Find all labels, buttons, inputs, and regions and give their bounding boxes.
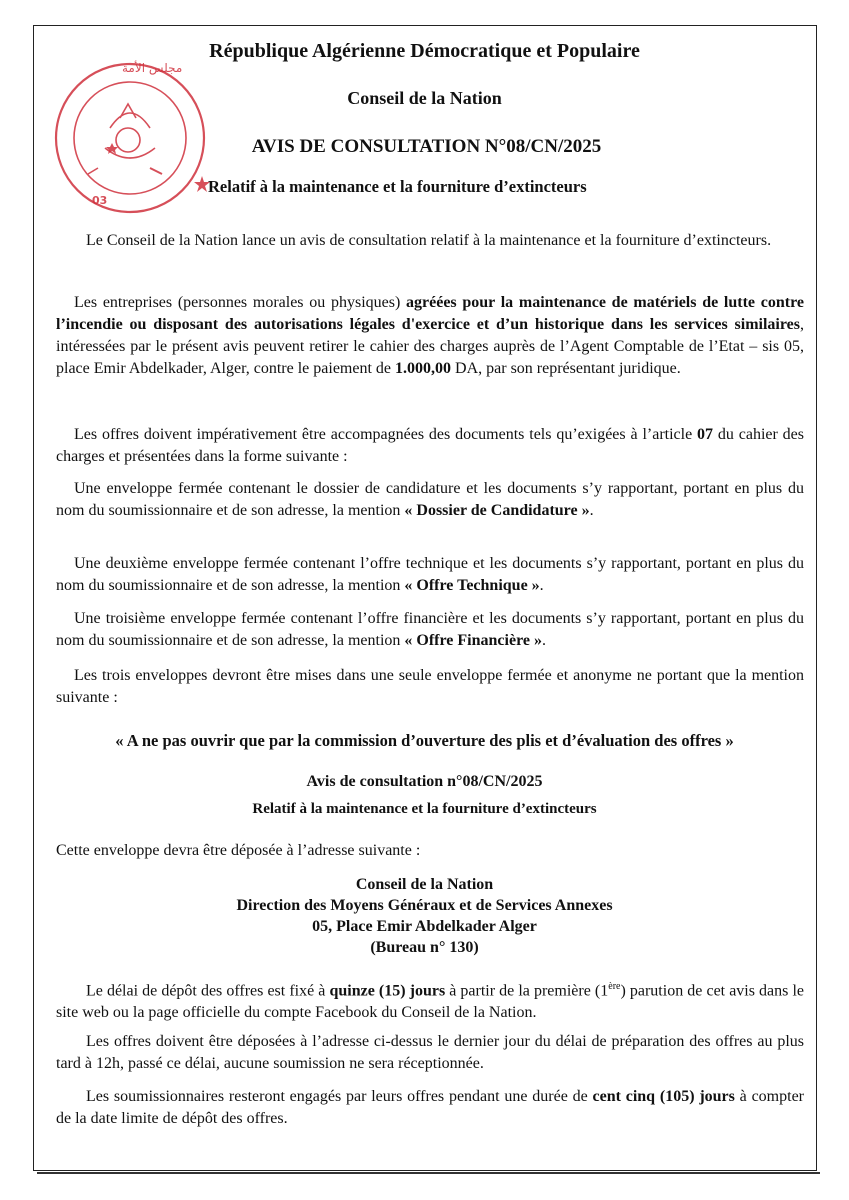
envelope-mention-subject: Relatif à la maintenance et la fourniture d’extincteurs bbox=[252, 801, 597, 817]
address-intro: Cette enveloppe devra être déposée à l’adresse suivante : bbox=[56, 842, 421, 859]
council-heading: Conseil de la Nation bbox=[347, 88, 502, 108]
notice-subtitle: Relatif à la maintenance et la fourniture d’extincteurs bbox=[208, 177, 587, 196]
address-line-4: (Bureau n° 130) bbox=[370, 939, 479, 956]
submission-paragraph: Les offres doivent être déposées à l’adresse ci-dessus le dernier jour du délai de préparation des offres au plus tard à 12h, passé ce délai, aucune soumission ne sera réceptionnée. bbox=[56, 1033, 804, 1072]
envelope-financial-paragraph: Une troisième enveloppe fermée contenant l’offre financière et les documents s’y rapportant, portant en plus du nom du soumissionnaire et de son adresse, la mention « Offre Financière ». bbox=[56, 610, 804, 649]
seal-arabic-text: مجلس الأمة bbox=[122, 61, 183, 75]
envelope-mention-reference: Avis de consultation n°08/CN/2025 bbox=[306, 773, 543, 790]
validity-paragraph: Les soumissionnaires resteront engagés par leurs offres pendant une durée de cent cinq (105) jours à compter de la date limite de dépôt des offres. bbox=[56, 1088, 805, 1127]
envelope-technical-paragraph: Une deuxième enveloppe fermée contenant l’offre technique et les documents s’y rapportant, portant en plus du nom du soumissionnaire et de son adresse, la mention « Offre Technique ». bbox=[56, 555, 804, 594]
notice-title: AVIS DE CONSULTATION N°08/CN/2025 bbox=[251, 136, 602, 157]
documents-paragraph: Les offres doivent impérativement être accompagnées des documents tels qu’exigées à l’article 07 du cahier des charges et présentées dans la forme suivante : bbox=[56, 426, 805, 465]
intro-paragraph: Le Conseil de la Nation lance un avis de consultation relatif à la maintenance et la fourniture d’extincteurs. bbox=[86, 232, 772, 249]
envelope-candidature-paragraph: Une enveloppe fermée contenant le dossier de candidature et les documents s’y rapportant, portant en plus du nom du soumissionnaire et de son adresse, la mention « Dossier de Candidature ». bbox=[56, 480, 804, 519]
deadline-paragraph: Le délai de dépôt des offres est fixé à quinze (15) jours à partir de la première (1ère) parution de cet avis dans le site web ou la page officielle du compte Facebook du Conseil de la Nation. bbox=[56, 981, 805, 1022]
eligibility-paragraph: Les entreprises (personnes morales ou physiques) agréées pour la maintenance de matériels de lutte contre l’incendie ou disposant des autorisations légales d'exercice et d’un historique dans les services similaires, intéressées par le présent avis peuvent retirer le cahier des charges auprès de l’Agent Comptable de l’Etat – sis 05, place Emir Abdelkader, Alger, contre le paiement de 1.000,00 DA, par son représentant juridique. bbox=[56, 294, 804, 377]
envelope-mention-quote: « A ne pas ouvrir que par la commission d’ouverture des plis et d’évaluation des offres » bbox=[115, 731, 734, 750]
republic-heading: République Algérienne Démocratique et Populaire bbox=[209, 40, 640, 62]
outer-envelope-paragraph: Les trois enveloppes devront être mises dans une seule enveloppe fermée et anonyme ne portant que la mention suivante : bbox=[56, 667, 804, 706]
address-line-3: 05, Place Emir Abdelkader Alger bbox=[312, 918, 537, 935]
address-line-2: Direction des Moyens Généraux et de Services Annexes bbox=[236, 897, 613, 914]
seal-number: 03 bbox=[92, 194, 108, 207]
address-line-1: Conseil de la Nation bbox=[355, 876, 494, 893]
